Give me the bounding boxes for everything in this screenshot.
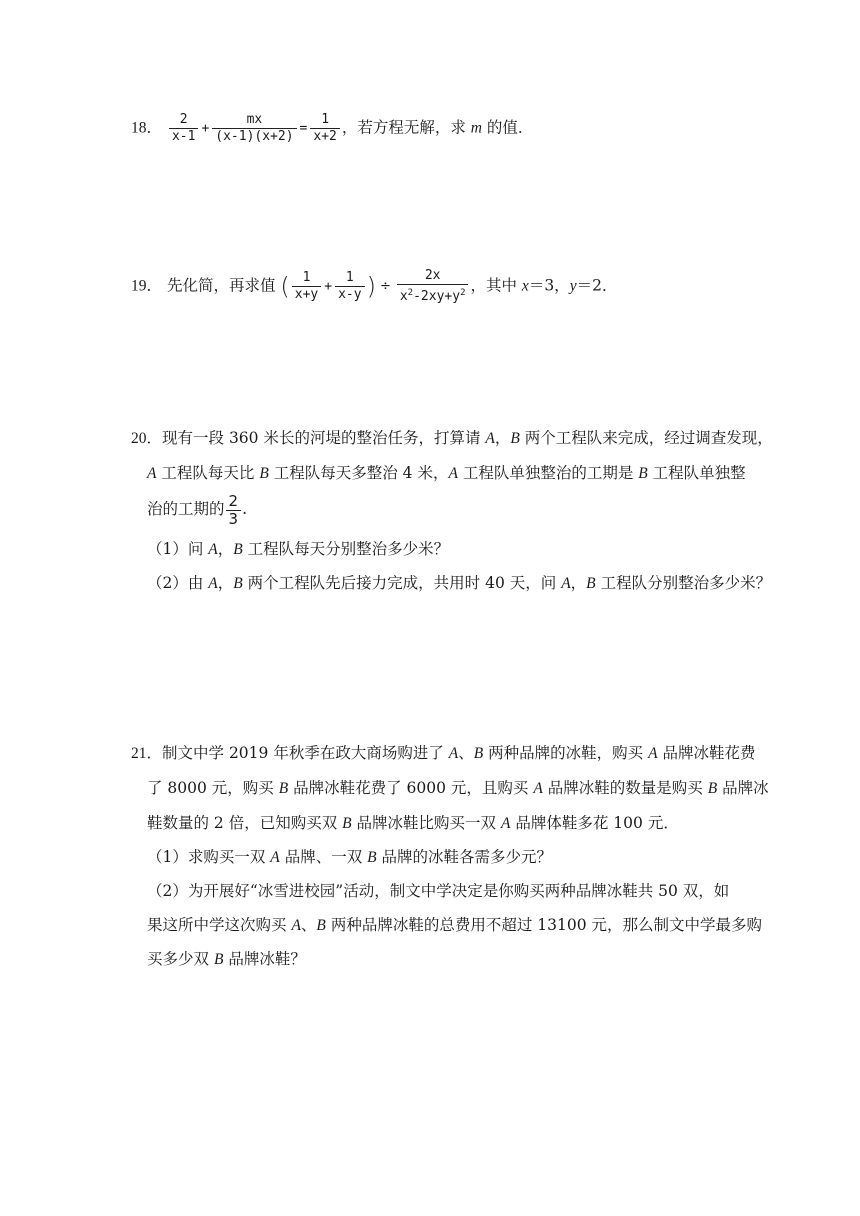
question-20-line-2: A 工程队每天比 B 工程队每天多整治 4 米，A 工程队单独整治的工期是 B 工程队单独整 (147, 464, 746, 482)
fraction: $\frac{1}{x-y}$ (335, 270, 364, 303)
question-19: 19． 先化简，再求值 ( $\frac{1}{x+y}$ + $\frac{1}{x-y}$ ) ÷ $\frac{2x}{x^2-2xy+y^2}$ ，其中 x＝3，y＝2． (131, 268, 618, 304)
fraction: $\frac{mx}{(x-1)(x+2)}$ (212, 112, 296, 145)
question-21-part-2-line-2: 果这所中学这次购买 A、B 两种品牌冰鞋的总费用不超过 13100 元，那么制文中学最多购 (147, 916, 762, 934)
question-20-part-2: （2）由 A，B 两个工程队先后接力完成，共用时 40 天，问 A，B 工程队分别整治多少米？ (147, 574, 772, 592)
equation: $\frac{2}{x-1}$ + $\frac{mx}{(x-1)(x+2)}$ = $\frac{1}{x+2}$ (167, 112, 342, 145)
question-20-line-3: 治的工期的 $\frac{2}{3}$ . (147, 491, 247, 528)
question-21-line-1: 21．制文中学 2019 年秋季在政大商场购进了 A、B 两种品牌的冰鞋，购买 A 品牌冰鞋花费 (131, 744, 756, 762)
fraction: $\frac{2x}{x^2-2xy+y^2}$ (397, 268, 469, 305)
question-21-part-2-line-1: （2）为开展好“冰雪进校园”活动，制文中学决定是你购买两种品牌冰鞋共 50 双，如 (147, 882, 730, 900)
question-18: 18． $\frac{2}{x-1}$ + $\frac{mx}{(x-1)(x+2)}$ = $\frac{1}{x+2}$ ，若方程无解，求 m 的值． (131, 112, 534, 144)
question-20-line-1: 20．现有一段 360 米长的河堤的整治任务，打算请 A，B 两个工程队来完成，经过调查发现， (131, 429, 773, 447)
question-number: 18． (131, 119, 163, 137)
question-21-part-1: （1）求购买一双 A 品牌、一双 B 品牌的冰鞋各需多少元？ (147, 848, 553, 866)
question-21-line-2: 了 8000 元，购买 B 品牌冰鞋花费了 6000 元，且购买 A 品牌冰鞋的数量是购买 B 品牌冰 (147, 779, 769, 797)
fraction: $\frac{2}{x-1}$ (169, 112, 198, 145)
question-21-line-3: 鞋数量的 2 倍，已知购买双 B 品牌冰鞋比购买一双 A 品牌体鞋多花 100 元． (147, 814, 679, 832)
variable: m (470, 119, 482, 137)
equation: ( $\frac{1}{x+y}$ + $\frac{1}{x-y}$ ) ÷ $\frac{2x}{x^2-2xy+y^2}$ (280, 268, 470, 305)
fraction: $\frac{1}{x+2}$ (310, 112, 339, 145)
question-21-part-2-line-3: 买多少双 B 品牌冰鞋？ (147, 950, 306, 968)
fraction: $\frac{1}{x+y}$ (292, 270, 321, 303)
fraction: $\frac{2}{3}$ (226, 493, 242, 528)
question-number: 19． (131, 277, 163, 295)
question-20-part-1: （1）问 A，B 工程队每天分别整治多少米？ (147, 540, 450, 558)
